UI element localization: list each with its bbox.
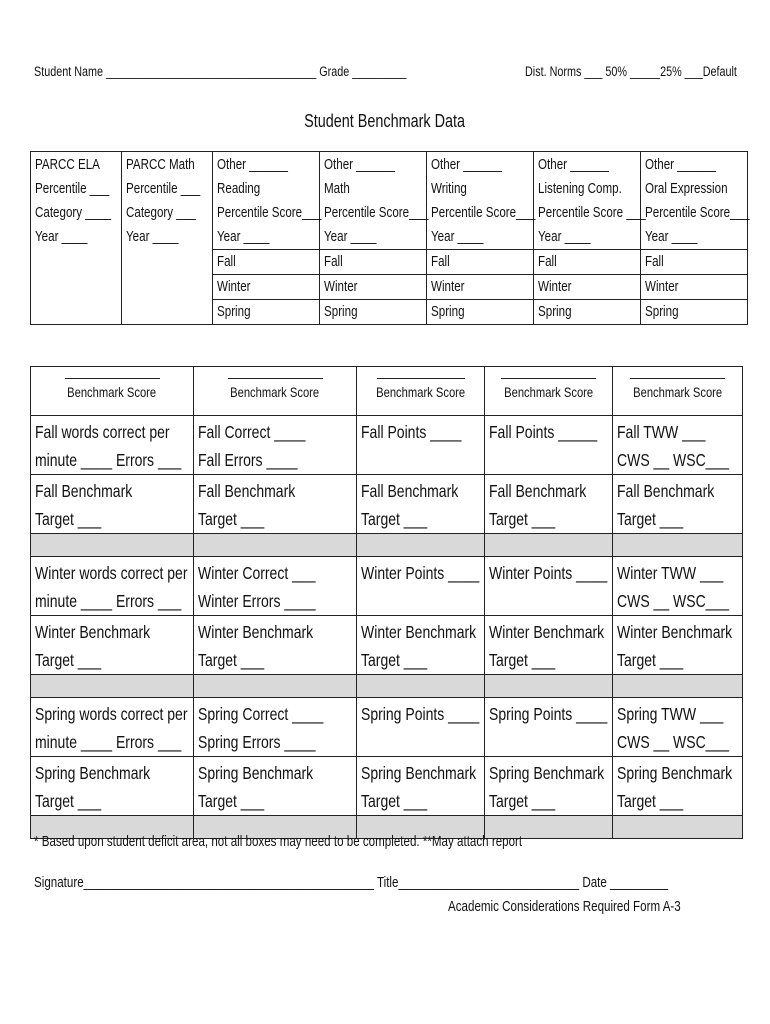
season-spring-cell: Spring (320, 300, 427, 325)
spring-benchmark-cell: Spring BenchmarkTarget ___ (194, 757, 357, 816)
fall-benchmark-cell: Fall BenchmarkTarget ___ (194, 475, 357, 534)
winter-benchmark-cell: Winter BenchmarkTarget ___ (31, 616, 194, 675)
spring-tww-cell: Spring TWW ___CWS __ WSC___ (613, 698, 743, 757)
season-winter-cell: Winter (641, 275, 748, 300)
dist-norms-line: Dist. Norms ___ 50% _____25% ___Default (525, 64, 737, 79)
season-fall-cell: Fall (641, 250, 748, 275)
separator-row (31, 675, 743, 698)
benchmark-score-header: Benchmark Score (357, 367, 485, 416)
blank-line (377, 378, 465, 379)
benchmark-score-header: Benchmark Score (485, 367, 613, 416)
footnote: * Based upon student deficit area, not all boxes may need to be completed. **May attach report (34, 834, 523, 850)
other-oral-expression-cell: Other ______Oral ExpressionPercentile Score___Year ____ (641, 152, 748, 250)
fall-benchmark-cell: Fall BenchmarkTarget ___ (613, 475, 743, 534)
other-writing-cell: Other ______WritingPercentile Score___Year ____ (427, 152, 534, 250)
blank-line (630, 378, 725, 379)
fall-benchmark-cell: Fall BenchmarkTarget ___ (357, 475, 485, 534)
separator-row (31, 534, 743, 557)
winter-benchmark-cell: Winter BenchmarkTarget ___ (357, 616, 485, 675)
blank-line (501, 378, 596, 379)
assessment-table (30, 151, 748, 325)
winter-points-cell: Winter Points ____ (485, 557, 613, 616)
spring-points-cell: Spring Points ____ (357, 698, 485, 757)
spring-benchmark-cell: Spring BenchmarkTarget ___ (485, 757, 613, 816)
spring-benchmark-cell: Spring BenchmarkTarget ___ (31, 757, 194, 816)
season-fall-cell: Fall (427, 250, 534, 275)
season-winter-cell: Winter (213, 275, 320, 300)
winter-correct-cell: Winter Correct ___Winter Errors ____ (194, 557, 357, 616)
benchmark-table (30, 366, 743, 839)
other-listening-cell: Other ______Listening Comp.Percentile Score ___Year ____ (534, 152, 641, 250)
student-name-grade-line: Student Name ___________________________________ Grade _________ (34, 64, 407, 79)
fall-points-cell: Fall Points ____ (357, 416, 485, 475)
season-spring-cell: Spring (641, 300, 748, 325)
season-fall-cell: Fall (213, 250, 320, 275)
fall-benchmark-cell: Fall BenchmarkTarget ___ (31, 475, 194, 534)
season-winter-cell: Winter (320, 275, 427, 300)
winter-benchmark-cell: Winter BenchmarkTarget ___ (194, 616, 357, 675)
season-spring-cell: Spring (213, 300, 320, 325)
benchmark-score-header: Benchmark Score (194, 367, 357, 416)
season-spring-cell: Spring (534, 300, 641, 325)
parcc-math-cell: PARCC MathPercentile ___Category ___Year ____ (122, 152, 213, 325)
spring-correct-cell: Spring Correct ____Spring Errors ____ (194, 698, 357, 757)
other-reading-cell: Other ______ReadingPercentile Score___Year ____ (213, 152, 320, 250)
fall-benchmark-cell: Fall BenchmarkTarget ___ (485, 475, 613, 534)
fall-points-cell: Fall Points _____ (485, 416, 613, 475)
other-math-cell: Other ______MathPercentile Score___Year ____ (320, 152, 427, 250)
fall-tww-cell: Fall TWW ___CWS __ WSC___ (613, 416, 743, 475)
season-winter-cell: Winter (427, 275, 534, 300)
spring-benchmark-cell: Spring BenchmarkTarget ___ (613, 757, 743, 816)
winter-benchmark-cell: Winter BenchmarkTarget ___ (485, 616, 613, 675)
spring-points-cell: Spring Points ____ (485, 698, 613, 757)
signature-line: Signature_____________________________________________ Title____________________________ Date _________ (34, 875, 669, 891)
page-title: Student Benchmark Data (304, 111, 466, 131)
benchmark-score-header: Benchmark Score (31, 367, 194, 416)
parcc-ela-cell: PARCC ELAPercentile ___Category ____Year ____ (31, 152, 122, 325)
season-fall-cell: Fall (320, 250, 427, 275)
spring-words-correct-cell: Spring words correct perminute ____ Errors ___ (31, 698, 194, 757)
winter-points-cell: Winter Points ____ (357, 557, 485, 616)
season-spring-cell: Spring (427, 300, 534, 325)
winter-tww-cell: Winter TWW ___CWS __ WSC___ (613, 557, 743, 616)
form-id: Academic Considerations Required Form A-3 (448, 899, 681, 915)
fall-words-correct-cell: Fall words correct perminute ____ Errors ___ (31, 416, 194, 475)
spring-benchmark-cell: Spring BenchmarkTarget ___ (357, 757, 485, 816)
season-winter-cell: Winter (534, 275, 641, 300)
winter-benchmark-cell: Winter BenchmarkTarget ___ (613, 616, 743, 675)
benchmark-score-header: Benchmark Score (613, 367, 743, 416)
fall-correct-cell: Fall Correct ____Fall Errors ____ (194, 416, 357, 475)
blank-line (228, 378, 323, 379)
winter-words-correct-cell: Winter words correct perminute ____ Errors ___ (31, 557, 194, 616)
season-fall-cell: Fall (534, 250, 641, 275)
blank-line (65, 378, 160, 379)
